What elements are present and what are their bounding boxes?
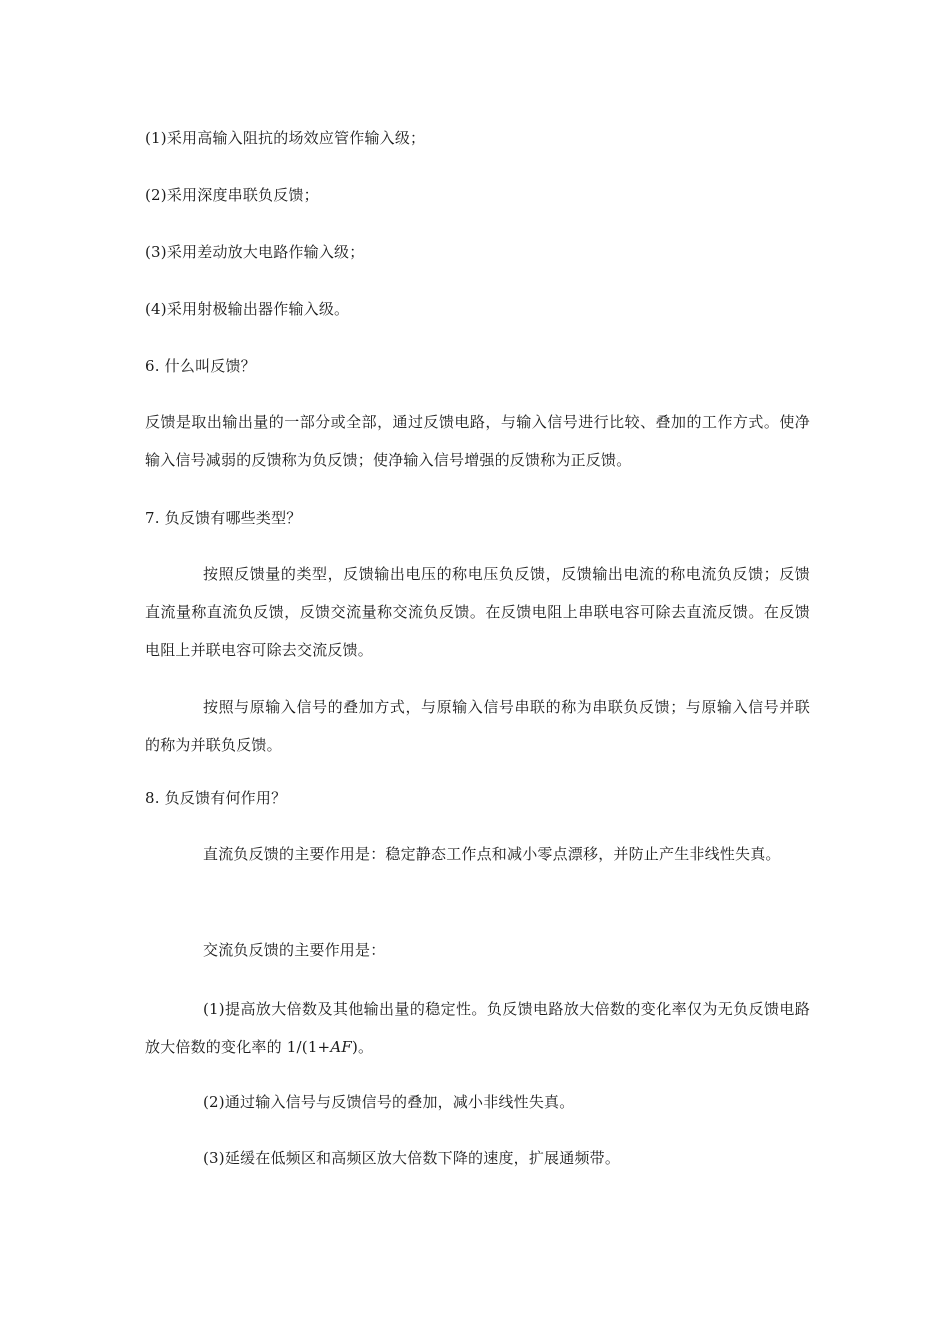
question-8-paragraph-5: (3)延缓在低频区和高频区放大倍数下降的速度，扩展通频带。 bbox=[203, 1149, 621, 1167]
question-6-title: 6. 什么叫反馈？ bbox=[145, 357, 256, 375]
paragraph-3-main-text: (1)提高放大倍数及其他输出量的稳定性。负反馈电路放大倍数的变化率仅为无负反馈电路放大倍数的变化率的 1/(1+ bbox=[145, 1000, 810, 1056]
list-item-2: (2)采用深度串联负反馈； bbox=[145, 186, 319, 204]
question-8-paragraph-3 bbox=[145, 990, 810, 1066]
af-variable: AF bbox=[330, 1038, 352, 1056]
list-item-4: (4)采用射极输出器作输入级。 bbox=[145, 300, 350, 318]
question-8-paragraph-2: 交流负反馈的主要作用是： bbox=[203, 941, 386, 959]
question-7-paragraph-2: 按照与原输入信号的叠加方式，与原输入信号串联的称为串联负反馈；与原输入信号并联的称为并联负反馈。 bbox=[145, 698, 810, 754]
question-7-paragraph-1: 按照反馈量的类型，反馈输出电压的称电压负反馈，反馈输出电流的称电流负反馈；反馈直流量称直流负反馈，反馈交流量称交流负反馈。在反馈电阻上串联电容可除去直流反馈。在反馈电阻上并联电容可除去交流反馈。 bbox=[145, 565, 810, 659]
question-8-paragraph-4: (2)通过输入信号与反馈信号的叠加，减小非线性失真。 bbox=[203, 1093, 575, 1111]
paragraph-3-end-text: )。 bbox=[351, 1038, 374, 1056]
question-6-body: 反馈是取出输出量的一部分或全部，通过反馈电路，与输入信号进行比较、叠加的工作方式。使净输入信号减弱的反馈称为负反馈；使净输入信号增强的反馈称为正反馈。 bbox=[145, 413, 810, 469]
list-item-1: (1)采用高输入阻抗的场效应管作输入级； bbox=[145, 129, 426, 147]
question-8-title: 8. 负反馈有何作用？ bbox=[145, 789, 287, 807]
question-8-paragraph-1: 直流负反馈的主要作用是：稳定静态工作点和减小零点漂移，并防止产生非线性失真。 bbox=[203, 845, 781, 863]
question-7-title: 7. 负反馈有哪些类型？ bbox=[145, 509, 302, 527]
list-item-3: (3)采用差动放大电路作输入级； bbox=[145, 243, 365, 261]
